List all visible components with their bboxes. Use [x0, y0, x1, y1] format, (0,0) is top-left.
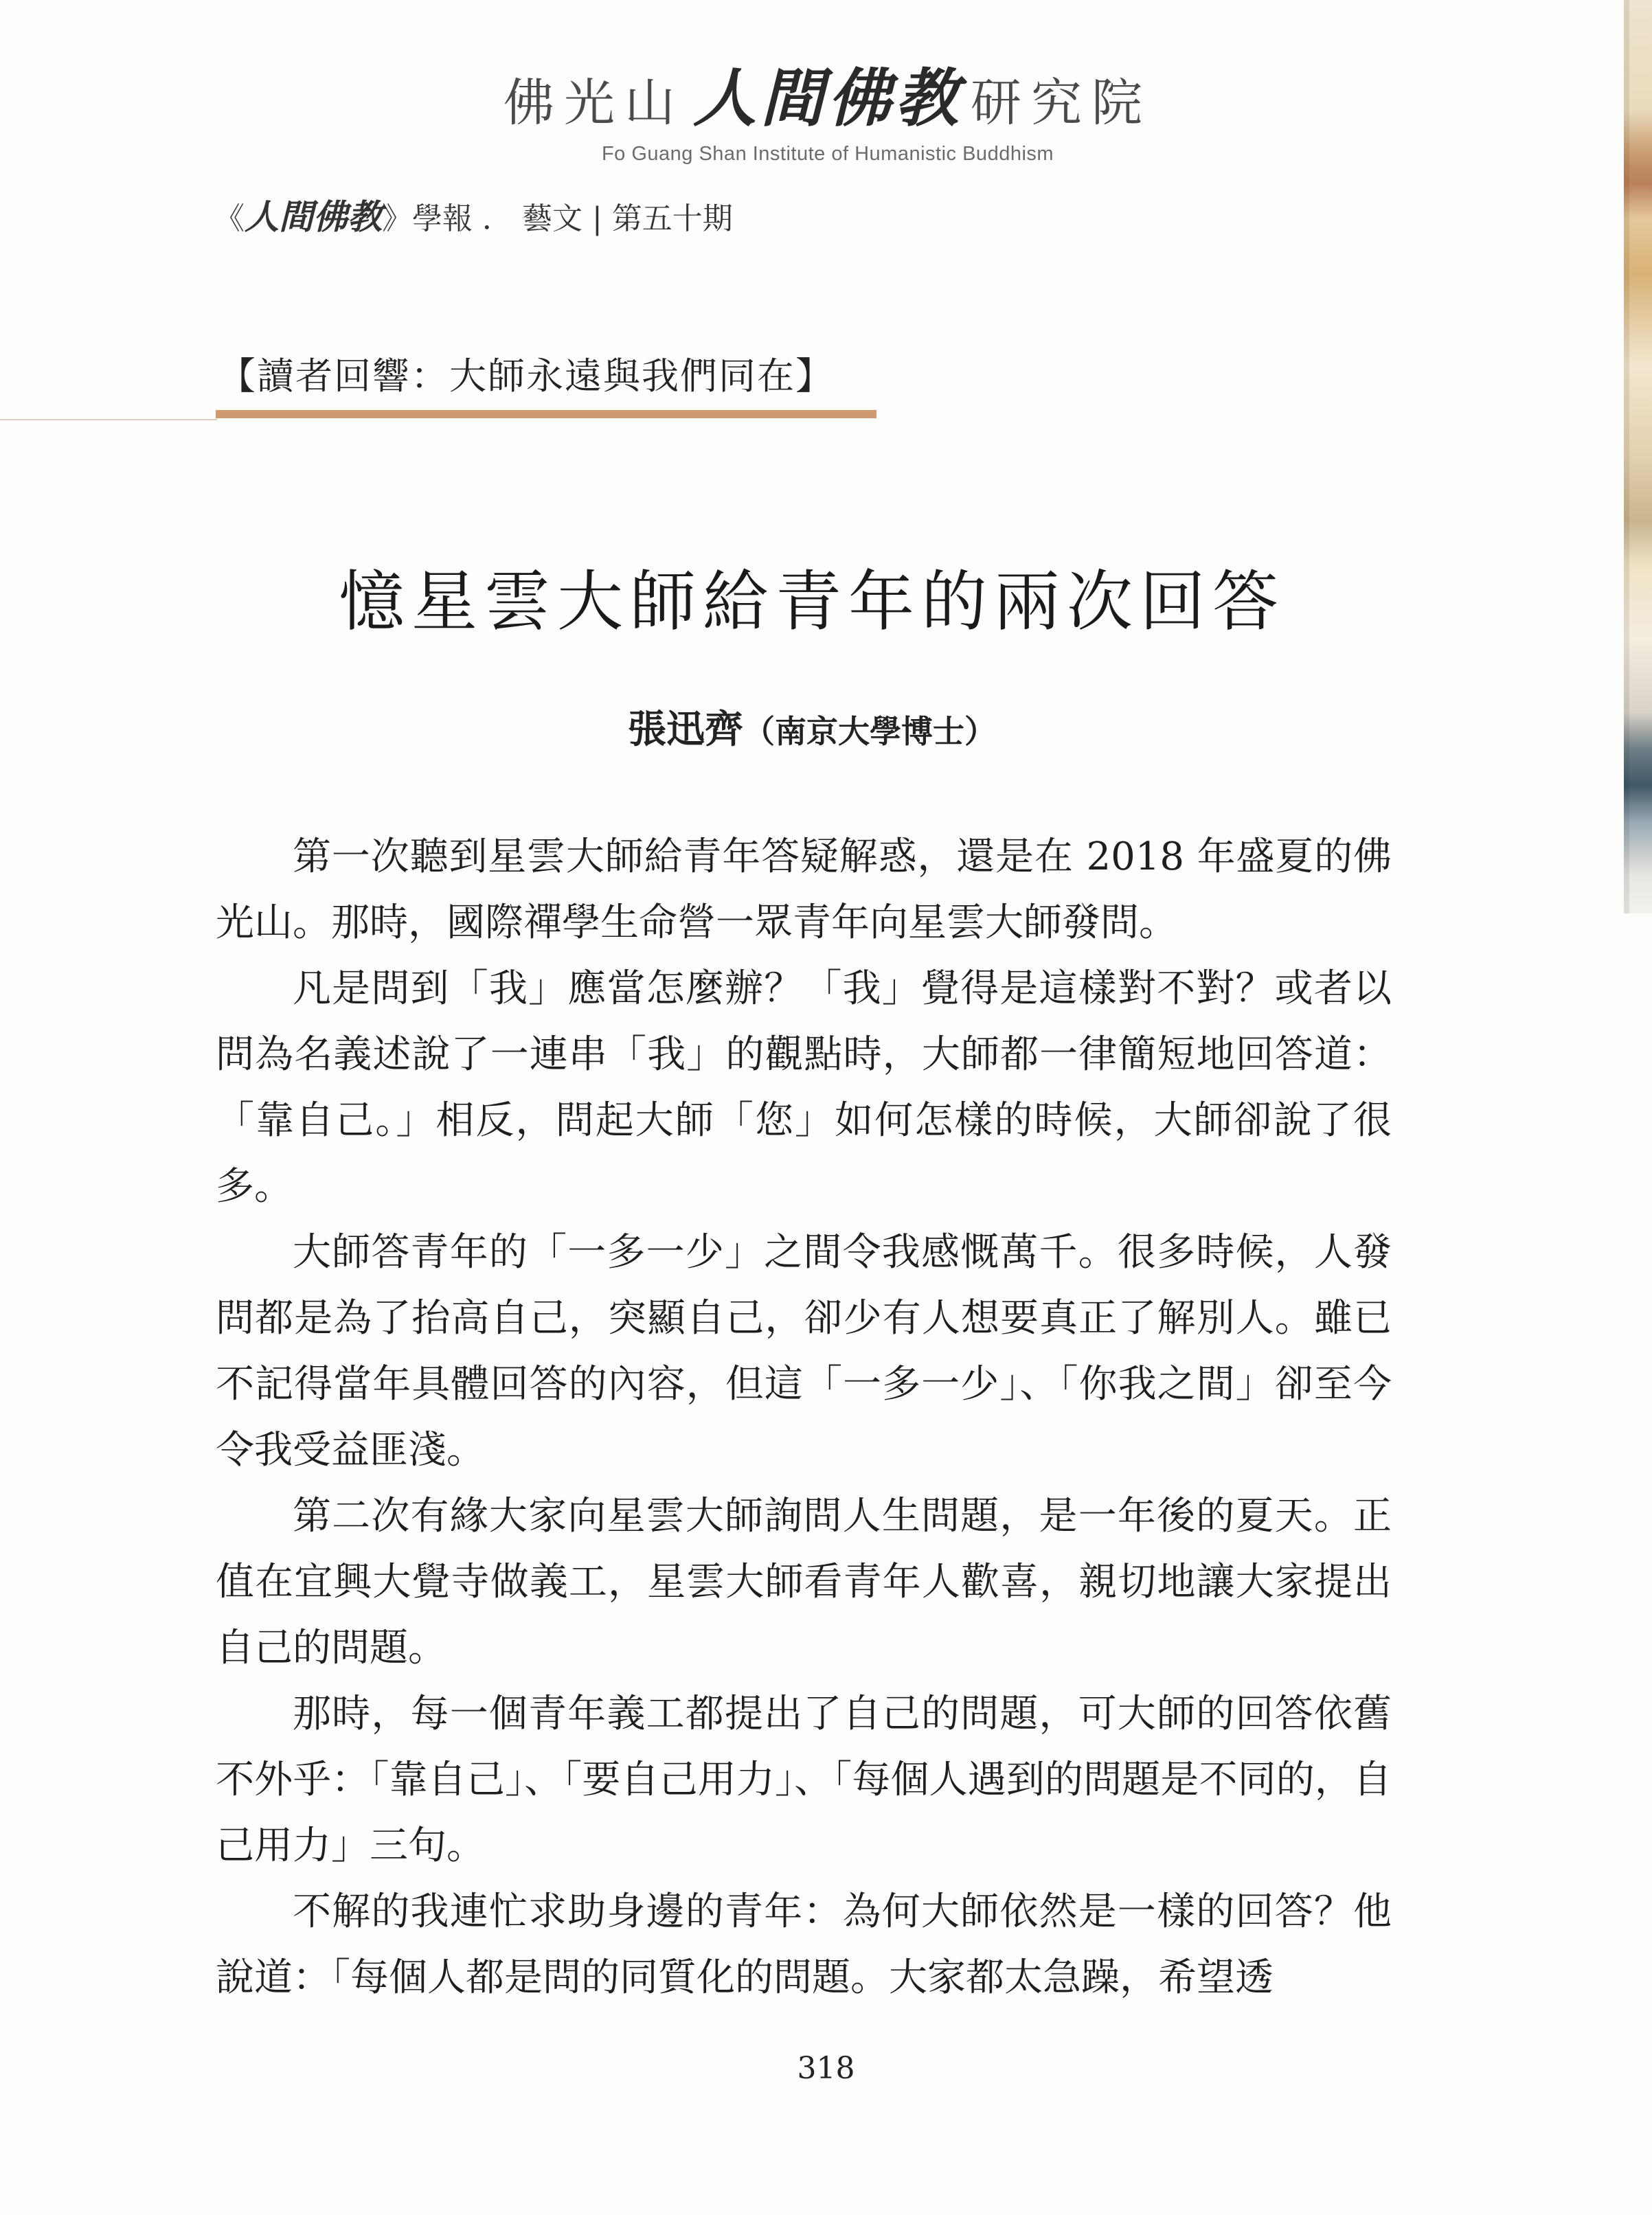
journal-close-bracket: 》 [382, 201, 412, 236]
article-title: 憶星雲大師給青年的兩次回答 [339, 563, 1285, 640]
journal-section: 學報 ． 藝文 [412, 201, 582, 236]
body-paragraph: 不解的我連忙求助身邊的青年：為何大師依然是一樣的回答？他說道：「每個人都是問的同質化的問題。大家都太急躁，希望透 [216, 1889, 1392, 2000]
article-byline [0, 699, 1624, 754]
body-paragraph: 凡是問到「我」應當怎麼辦？「我」覺得是這樣對不對？或者以問為名義述說了一連串「我」的觀點時，大師都一律簡短地回答道：「靠自己。」相反，問起大師「您」如何怎樣的時候，大師卻說了很多。 [216, 966, 1392, 1209]
page-number: 318 [797, 2051, 855, 2086]
institute-logo [440, 48, 1216, 166]
article-body [216, 824, 1392, 2011]
author-affiliation: （南京大學博士） [743, 713, 996, 750]
section-rule-thin [0, 419, 217, 420]
body-paragraph: 大師答青年的「一多一少」之間令我感慨萬千。很多時候，人發問都是為了抬高自己，突顯自己，卻少有人想要真正了解別人。雖已不記得當年具體回答的內容，但這「一多一少」、「你我之間」卻至今令我受益匪淺。 [216, 1230, 1392, 1473]
journal-separator: | [591, 201, 602, 236]
institute-brush-calligraphy: 人間佛教 [692, 61, 962, 135]
body-paragraph: 第一次聽到星雲大師給青年答疑解惑，還是在 2018 年盛夏的佛光山。那時，國際禪學生命營一眾青年向星雲大師發問。 [216, 834, 1392, 945]
body-paragraph: 第二次有緣大家向星雲大師詢問人生問題，是一年後的夏天。正值在宜興大覺寺做義工，星雲大師看青年人歡喜，親切地讓大家提出自己的問題。 [216, 1494, 1392, 1670]
institute-english-name: Fo Guang Shan Institute of Humanistic Buddhism [601, 143, 1054, 165]
decorative-photo-strip [1624, 0, 1652, 913]
journal-issue: 第五十期 [611, 201, 733, 236]
institute-suffix: 研究院 [971, 73, 1152, 133]
author-name: 張迅齊 [628, 707, 743, 752]
institute-prefix: 佛光山 [503, 73, 685, 133]
section-heading: 【讀者回響：大師永遠與我們同在】 [218, 354, 834, 398]
institute-name [440, 48, 1216, 139]
journal-running-header [214, 190, 733, 239]
body-paragraph: 那時，每一個青年義工都提出了自己的問題，可大師的回答依舊不外乎：「靠自己」、「要自己用力」、「每個人遇到的問題是不同的，自己用力」三句。 [216, 1692, 1392, 1868]
journal-open-bracket: 《 [214, 201, 245, 236]
section-rule-accent [216, 410, 876, 418]
journal-brush-title: 人間佛教 [245, 196, 382, 237]
